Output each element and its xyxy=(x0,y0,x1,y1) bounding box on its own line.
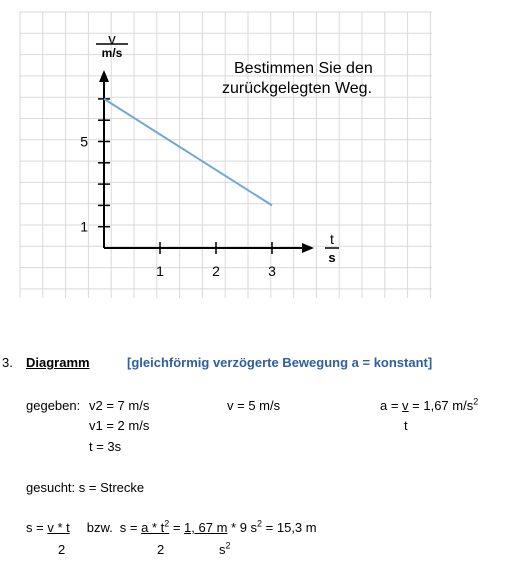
y-axis-label-denominator: m/s xyxy=(101,46,123,60)
section-number: 3. xyxy=(2,355,13,370)
formula-after3: * 9 $s^2$ xyxy=(227,518,263,535)
distance-formula xyxy=(26,520,317,535)
x-axis-arrow xyxy=(302,243,314,253)
chart-grid xyxy=(20,12,432,298)
series-line xyxy=(104,99,272,205)
formula-num1: v * t xyxy=(47,520,70,535)
x-axis-label-denominator: s xyxy=(328,250,336,265)
formula-eq3: = xyxy=(169,520,185,535)
x-axis-label-numerator: t xyxy=(330,231,334,247)
formula-den3: $s^2$ xyxy=(219,540,231,557)
formula-bzw: bzw. xyxy=(86,520,113,535)
accel-lhs: a = xyxy=(380,398,403,413)
x-tick-label: 1 xyxy=(156,263,164,279)
acceleration-formula xyxy=(380,398,478,413)
formula-den2: 2 xyxy=(157,542,165,557)
given-t: t = 3s xyxy=(89,439,122,454)
accel-den: t xyxy=(404,418,408,433)
chart-series xyxy=(104,99,272,205)
given-v1: v1 = 2 m/s xyxy=(89,418,150,433)
chart-title-line-1: Bestimmen Sie den xyxy=(234,60,373,77)
chart-ticks xyxy=(98,99,272,254)
given-v2: v2 = 7 m/s xyxy=(89,398,150,413)
accel-num: v xyxy=(402,398,409,413)
section-heading: Diagramm xyxy=(26,355,90,370)
sought: gesucht: s = Strecke xyxy=(26,480,145,495)
given-label: gegeben: xyxy=(26,398,81,413)
chart-title-line-2: zurückgelegten Weg. xyxy=(222,80,373,97)
delta-v: v = 5 m/s xyxy=(227,398,281,413)
section-subtitle: [gleichförmig verzögerte Bewegung a = konstant] xyxy=(127,355,433,370)
formula-num3: 1, 67 m xyxy=(184,520,228,535)
formula-den1: 2 xyxy=(58,542,66,557)
x-tick-label: 3 xyxy=(268,263,276,279)
accel-eq: = 1,67 m/s xyxy=(408,398,474,413)
y-tick-label: 5 xyxy=(80,133,88,150)
y-tick-label: 1 xyxy=(80,218,88,235)
formula-s-eq: s = xyxy=(26,520,48,535)
formula-result: = 15,3 m xyxy=(262,520,317,535)
formula-num2: a * $t^2$ xyxy=(141,518,170,535)
accel-exp: 2 xyxy=(473,396,479,407)
formula-s-eq2: s = xyxy=(119,520,142,535)
x-tick-label: 2 xyxy=(212,263,220,279)
y-axis-label-numerator: v xyxy=(108,31,116,48)
